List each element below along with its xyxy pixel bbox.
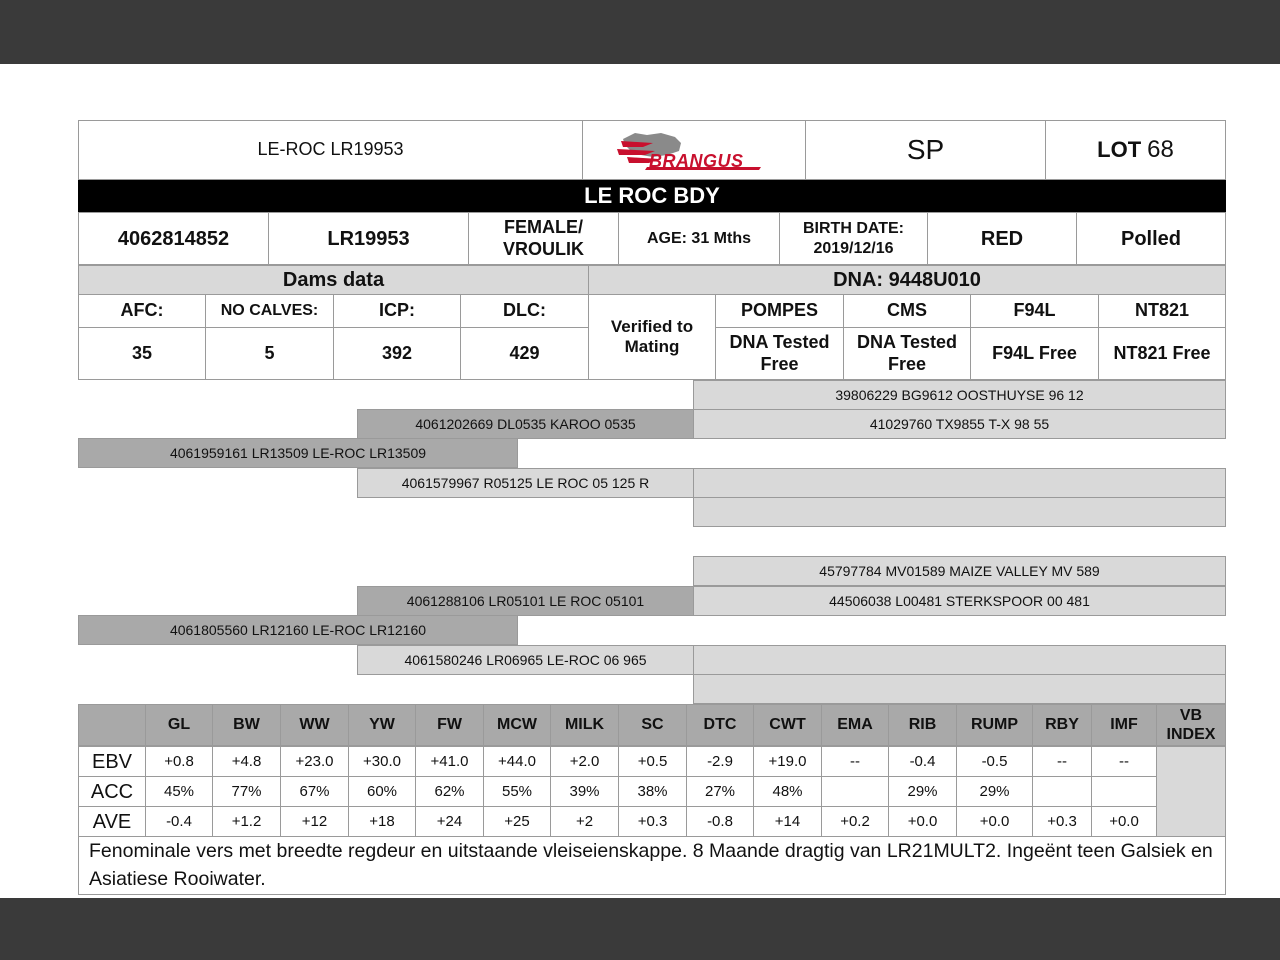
ave-cell — [1032, 806, 1092, 837]
cell-value: +30.0 — [363, 752, 401, 770]
perf-header-cell — [821, 704, 889, 746]
cell-value: 77% — [231, 782, 262, 800]
perf-header-cell — [348, 704, 416, 746]
ave-cell — [956, 806, 1033, 837]
animal-name-cell — [78, 120, 583, 180]
pedigree-text: 4061288106 LR05101 LE ROC 05101 — [406, 592, 645, 609]
pedigree-text: 44506038 L00481 STERKSPOOR 00 481 — [829, 592, 1090, 609]
acc-cell — [280, 776, 349, 807]
perf-header-label: FW — [437, 716, 462, 734]
cell-value: +19.0 — [768, 752, 807, 770]
ebv-cell — [1091, 746, 1157, 777]
brangus-logo — [582, 120, 806, 180]
registration-number: LR19953 — [327, 227, 410, 250]
perf-header-label: DTC — [703, 716, 737, 734]
cell-value: 38% — [637, 782, 668, 800]
reg-cell — [268, 212, 469, 265]
pedigree-text: 4061579967 R05125 LE ROC 05 125 R — [401, 474, 650, 491]
perf-header-label: WW — [299, 716, 330, 734]
lot-label: LOT — [1097, 136, 1142, 162]
afc-label: AFC: — [120, 300, 164, 321]
dlc-value-cell — [460, 327, 589, 380]
verified-to-mating: Verified to Mating — [610, 316, 694, 356]
vb-index-header — [1156, 704, 1226, 746]
cell-value: +2 — [575, 812, 594, 830]
nt821-value: NT821 Free — [1113, 342, 1211, 363]
ebv-cell — [550, 746, 619, 777]
perf-header-label: EMA — [837, 716, 873, 734]
acc-cell — [956, 776, 1033, 807]
lot-number: 68 — [1147, 135, 1174, 163]
top-dark-bar — [0, 0, 1280, 64]
comment-text: Fenominale vers met breedte regdeur en uitstaande vleiseienskappe. 8 Maande dragtig van LR21MULT2. Ingeënt teen Galsiek en Asiatiese Rooiwater. — [89, 840, 1213, 890]
pompes-label-cell — [715, 294, 844, 328]
cell-value: 39% — [569, 782, 600, 800]
age: AGE: 31 Mths — [646, 229, 751, 247]
cell-value: +14 — [774, 812, 801, 830]
ebv-cell — [415, 746, 484, 777]
sex-cell — [468, 212, 619, 265]
pedigree-dam-sire — [357, 586, 694, 616]
ebv-row-label — [78, 746, 146, 777]
perf-header-cell — [956, 704, 1033, 746]
cell-value: +0.5 — [637, 752, 668, 770]
acc-row-label — [78, 776, 146, 807]
cell-value: +24 — [436, 812, 463, 830]
acc-cell — [686, 776, 754, 807]
ave-cell — [280, 806, 349, 837]
row-label: AVE — [92, 810, 132, 833]
dams-data-header — [78, 265, 589, 295]
dlc-label: DLC: — [503, 300, 546, 321]
acc-cell — [1032, 776, 1092, 807]
perf-header-cell — [550, 704, 619, 746]
ave-cell — [753, 806, 822, 837]
color-cell — [927, 212, 1077, 265]
f94l-value-cell — [970, 327, 1099, 380]
animal-title: LE ROC BDY — [584, 182, 720, 208]
cell-value: -0.5 — [981, 752, 1008, 770]
pedigree-sire-dam-sire — [693, 468, 1226, 498]
ave-cell — [821, 806, 889, 837]
calves-label-cell — [205, 294, 334, 328]
cell-value: 29% — [907, 782, 938, 800]
ebv-cell — [956, 746, 1033, 777]
nt821-value-cell — [1098, 327, 1226, 380]
dna-title: DNA: 9448U010 — [833, 269, 981, 291]
acc-cell — [415, 776, 484, 807]
pedigree-sire-sire-dam — [693, 409, 1226, 439]
acc-cell — [483, 776, 551, 807]
perf-header-cell — [483, 704, 551, 746]
f94l-value: F94L Free — [992, 342, 1077, 363]
ebv-cell — [280, 746, 349, 777]
pompes-label: POMPES — [740, 300, 819, 321]
acc-cell — [888, 776, 957, 807]
sp-cell — [805, 120, 1046, 180]
calves-value-cell — [205, 327, 334, 380]
cell-value: -0.4 — [909, 752, 936, 770]
cms-label-cell — [843, 294, 971, 328]
sp-label: SP — [906, 134, 945, 166]
perf-header-label: RBY — [1045, 716, 1079, 734]
perf-header-label: IMF — [1110, 716, 1138, 734]
cell-value: 27% — [704, 782, 736, 800]
cell-value: 55% — [501, 782, 533, 800]
pompes-value: DNA Tested Free — [729, 331, 830, 374]
pedigree-text: 4061580246 LR06965 LE-ROC 06 965 — [404, 651, 647, 668]
acc-cell — [348, 776, 416, 807]
acc-cell — [145, 776, 213, 807]
pompes-value-cell — [715, 327, 844, 380]
perf-header-cell — [212, 704, 281, 746]
lot-cell — [1045, 120, 1226, 180]
f94l-label-cell — [970, 294, 1099, 328]
perf-header-label: BW — [233, 716, 260, 734]
ebv-cell — [686, 746, 754, 777]
vb-index-value-cell — [1156, 746, 1226, 837]
ebv-cell — [753, 746, 822, 777]
horn-status: Polled — [1120, 227, 1181, 250]
cell-value: +0.0 — [979, 812, 1010, 830]
ave-row-label — [78, 806, 146, 837]
animal-name: LE-ROC LR19953 — [257, 139, 404, 160]
perf-header-cell — [145, 704, 213, 746]
cms-value-cell — [843, 327, 971, 380]
pedigree-dam-dam-dam — [693, 674, 1226, 704]
icp-label: ICP: — [379, 300, 415, 321]
comment-cell — [78, 836, 1226, 895]
pedigree-text: 4061805560 LR12160 LE-ROC LR12160 — [169, 621, 427, 638]
cell-value: -- — [1057, 752, 1067, 770]
nt821-label-cell — [1098, 294, 1226, 328]
perf-header-label: GL — [167, 716, 191, 734]
perf-header-label: CWT — [769, 716, 806, 734]
ave-cell — [415, 806, 484, 837]
dna-header — [588, 265, 1226, 295]
cell-value: -- — [1119, 752, 1129, 770]
cms-value: DNA Tested Free — [856, 331, 957, 374]
f94l-label: F94L — [1013, 300, 1056, 321]
sex: FEMALE/ VROULIK — [503, 216, 584, 259]
cell-value: 29% — [979, 782, 1010, 800]
cell-value: +0.8 — [164, 752, 194, 770]
ebv-cell — [618, 746, 687, 777]
pedigree-text: 45797784 MV01589 MAIZE VALLEY MV 589 — [819, 562, 1100, 579]
pedigree-sire-dam-dam — [693, 497, 1226, 527]
cell-value: +12 — [301, 812, 328, 830]
afc-value: 35 — [131, 342, 153, 363]
pedigree-dam-dam — [357, 645, 694, 675]
pedigree-dam-sire-sire — [693, 556, 1226, 586]
perf-header-cell — [280, 704, 349, 746]
pedigree-text: 39806229 BG9612 OOSTHUYSE 96 12 — [835, 386, 1084, 403]
cell-value: +0.2 — [840, 812, 870, 830]
calves-label: NO CALVES: — [220, 302, 319, 320]
logo-text: BRANGUS — [649, 151, 744, 171]
cell-value: -2.9 — [707, 752, 733, 770]
pedigree-dam-sire-dam — [693, 586, 1226, 616]
perf-header-cell — [1032, 704, 1092, 746]
ave-cell — [348, 806, 416, 837]
cell-value: 48% — [772, 782, 803, 800]
row-label: ACC — [90, 780, 134, 803]
ave-cell — [686, 806, 754, 837]
pedigree-dam — [78, 615, 518, 645]
cell-value: +0.3 — [637, 812, 668, 830]
pedigree-text: 4061202669 DL0535 KAROO 0535 — [415, 415, 636, 432]
perf-header-cell — [686, 704, 754, 746]
dlc-value: 429 — [509, 342, 540, 363]
perf-header-cell — [753, 704, 822, 746]
cell-value: +4.8 — [231, 752, 262, 770]
cell-value: -0.4 — [166, 812, 192, 830]
acc-cell — [618, 776, 687, 807]
ebv-cell — [821, 746, 889, 777]
row-label: EBV — [91, 750, 133, 773]
perf-header-label: MCW — [497, 716, 537, 734]
ave-cell — [145, 806, 213, 837]
animal-title-bar — [78, 180, 1226, 212]
birth-date: BIRTH DATE: 2019/12/16 — [802, 220, 905, 257]
cell-value: +0.3 — [1047, 812, 1077, 830]
ave-cell — [212, 806, 281, 837]
acc-cell — [821, 776, 889, 807]
perf-header-cell — [415, 704, 484, 746]
dlc-label-cell — [460, 294, 589, 328]
cell-value: +2.0 — [569, 752, 600, 770]
perf-header-label: MILK — [564, 716, 605, 734]
cell-value: 45% — [163, 782, 195, 800]
age-cell — [618, 212, 780, 265]
acc-cell — [212, 776, 281, 807]
cell-value: +1.2 — [231, 812, 262, 830]
perf-header-cell — [888, 704, 957, 746]
nt821-label: NT821 — [1134, 300, 1190, 321]
icp-value: 392 — [381, 342, 413, 363]
ave-cell — [550, 806, 619, 837]
icp-value-cell — [333, 327, 461, 380]
ave-cell — [1091, 806, 1157, 837]
perf-header-cell — [618, 704, 687, 746]
cell-value: -- — [850, 752, 860, 770]
performance-corner-cell — [78, 704, 146, 746]
cell-value: +25 — [504, 812, 530, 830]
cell-value: 60% — [366, 782, 398, 800]
cms-label: CMS — [887, 300, 927, 321]
ebv-cell — [348, 746, 416, 777]
afc-label-cell — [78, 294, 206, 328]
ave-cell — [483, 806, 551, 837]
perf-header-label: RIB — [908, 716, 937, 734]
cell-value: -0.8 — [707, 812, 733, 830]
id-cell — [78, 212, 269, 265]
perf-header-label: RUMP — [970, 716, 1019, 734]
ebv-cell — [483, 746, 551, 777]
cell-value: +18 — [369, 812, 395, 830]
cell-value: +0.0 — [1109, 812, 1139, 830]
calves-value: 5 — [264, 342, 275, 363]
perf-header-label: SC — [641, 716, 664, 734]
pedigree-text: 41029760 TX9855 T-X 98 55 — [869, 415, 1050, 432]
pedigree-sire — [78, 438, 518, 468]
cell-value: +41.0 — [430, 752, 469, 770]
ave-cell — [888, 806, 957, 837]
acc-cell — [753, 776, 822, 807]
ebv-cell — [1032, 746, 1092, 777]
bottom-dark-bar — [0, 898, 1280, 960]
ave-cell — [618, 806, 687, 837]
verified-cell — [588, 294, 716, 380]
ebv-cell — [212, 746, 281, 777]
horn-cell — [1076, 212, 1226, 265]
perf-header-cell — [1091, 704, 1157, 746]
color: RED — [980, 227, 1024, 250]
pedigree-sire-sire-sire — [693, 380, 1226, 410]
afc-value-cell — [78, 327, 206, 380]
pedigree-text: 4061959161 LR13509 LE-ROC LR13509 — [169, 444, 427, 461]
ebv-cell — [888, 746, 957, 777]
pedigree-sire-dam — [357, 468, 694, 498]
icp-label-cell — [333, 294, 461, 328]
pedigree-sire-sire — [357, 409, 694, 439]
cell-value: 67% — [299, 782, 330, 800]
ebv-cell — [145, 746, 213, 777]
cell-value: +23.0 — [295, 752, 334, 770]
cell-value: 62% — [434, 782, 465, 800]
perf-header-label: YW — [369, 716, 395, 734]
acc-cell — [1091, 776, 1157, 807]
cell-value: +44.0 — [498, 752, 536, 770]
pedigree-dam-dam-sire — [693, 645, 1226, 675]
animal-id: 4062814852 — [117, 227, 230, 250]
acc-cell — [550, 776, 619, 807]
dams-title: Dams data — [282, 269, 385, 291]
birth-date-cell — [779, 212, 928, 265]
vb-index-label: VB INDEX — [1166, 706, 1216, 743]
cell-value: +0.0 — [907, 812, 938, 830]
